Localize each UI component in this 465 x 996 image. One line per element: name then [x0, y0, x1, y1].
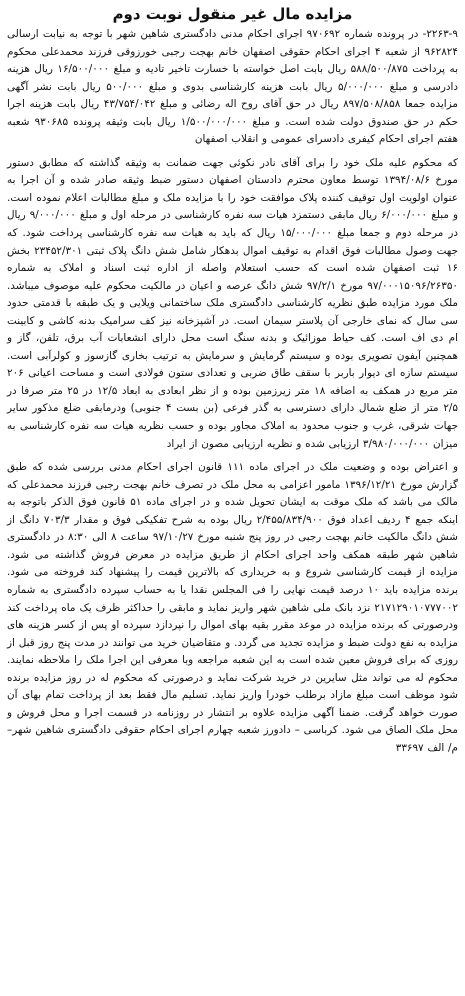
notice-title: مزایده مال غیر منقول نوبت دوم [112, 5, 353, 23]
notice-paragraph-1: ۲۲۶۳-۹- در پرونده شماره ۹۷۰۶۹۲ اجرای احکام مدنی دادگستری شاهین شهر با توجه به نیابت ارسالی ۹۶۲۸۲۴ از شعبه ۴ اجرای احکام حقوقی اصفهان خانم بهجت رجبی خورزوقی فرزند محمدعلی محکوم به پرداخت ۵۸۸/۵۰۰/۸۷۵ ریال بابت اصل خواسته با خسارت تاخیر تادیه و مبلغ ۱۶/۵۰۰/۰۰۰ ریال هزینه دادرسی و مبلغ ۵/۰۰۰/۰۰۰ ریال بابت هزینه کارشناسی بدوی و مبلغ ۵۰۰/۰۰۰ ریال بابت نشر آگهی مزایده جمعا ۸۹۷/۵۰۸/۸۵۸ ریال در حق آقای روح اله رضائی و مبلغ ۴۳/۷۵۴/۰۴۲ ریال بابت هزینه اجرا حکم در حق صندوق دولت شده است. و مبلغ ۱/۵۰۰/۰۰۰/۰۰۰ ریال بابت وثیقه پرونده ۹۳۰۶۸۵ شعبه هفتم اجرای احکام کیفری دادسرای عمومی و انقلاب اصفهان [7, 28, 459, 146]
notice-paragraph-2: که محکوم علیه ملک خود را برای آقای نادر نکوئی جهت ضمانت به وثیقه گذاشته که مطابق دستور مورخ ۱۳۹۴/۰۸/۶ توسط معاون محترم دادستان اصفهان دستور ضبط وثیقه صادر شده و آن اجرا به عنوان اولویت اول توقیف کننده پلاک موافقت خود را با مزایده ملک و مبلغ مطالبات اعلام نموده است. و مبلغ ۶/۰۰۰/۰۰۰ ریال مابقی دستمزد هیات سه نفره کارشناسی در مرحله اول و مبلغ ۹/۰۰۰/۰۰۰ ریال در مرحله دوم و جمعا مبلغ ۱۵/۰۰۰/۰۰۰ ریال که باید به هیات سه نفره کارشناسی پرداخت شود. که جهت وصول مطالبات فوق اقدام به توقیف اموال بدهکار شامل شش دانگ پلاک ثبتی ۲۳۴۵۲/۳۰۱ بخش ۱۶ ثبت اصفهان شده است که حسب استعلام واصله از اداره ثبت اسناد و املاک به شماره ۹۷/۰۰۰۱۵۰۹۶/۲۶۳۵۰ مورخ ۹۷/۲/۱ شش دانگ عرصه و اعیان در مالکیت محکوم علیه موصوف میباشد. ملک مورد مزایده طبق نظریه کارشناسی دادگستری ملک ساختمانی ویلایی و یک طبقه با قدمتی حدود سی سال که نمای خارجی آن پلاستر سیمان است. در آشپزخانه نیز کف سرامیک بدنه کاشی و کابینت ام دی اف است. کف حیاط موزائیک و بدنه سنگ است محل دارای انشعابات آب برق، تلفن، گاز و همچنین آیفون تصویری بوده و سیستم گرمایش و سرمایش به ترتیب بخاری گازسوز و کولرآبی است. سیستم سازه ای دیوار باربر با سقف طاق ضربی و تعدادی ستون فولادی است و مساحت اعیانی ۲۰۶ متر مربع در همکف به اضافه ۱۸ متر زیرزمین بوده و از نظر ابعادی به ابعاد ۱۲/۵ در ۲۵ متر صرفا در ۲/۵ متر از ضلع شمال دارای دسترسی به گذر فرعی (بن بست ۴ جنوبی) ودرمابقی ضلع مذکور سایر جهات شرقی، غرب و جنوب محدود به املاک مجاور بوده و حسب نظریه هیات سه نفره کارشناسی به میزان ۳/۹۸۰/۰۰۰/۰۰۰ ارزیابی شده و نظریه ارزیابی مصون از ایراد [7, 156, 459, 450]
notice-paragraph-3: و اعتراض بوده و وضعیت ملک در اجرای ماده ۱۱۱ قانون اجرای احکام مدنی بررسی شده که طبق گزارش مورخ ۱۳۹۶/۱۲/۲۱ مامور اعزامی به محل ملک در تصرف خانم بهجت رجبی فرزند محمدعلی که مالک می باشد که ملک موقت به ایشان تحویل شده و در اجرای ماده ۵۱ قانون فوق الذکر باتوجه به اینکه جمع ۴ ردیف اعداد فوق ۲/۴۵۵/۸۳۴/۹۰۰ ریال بوده به شرح تفکیکی فوق و مقدار ۷۰۳/۳ دانگ از شش دانگ مالکیت خانم بهجت رجبی در روز پنج شنبه مورخ ۹۷/۱۰/۲۷ ساعت ۸ الی ۸:۳۰ در دادگستری شاهین شهر طبقه همکف واحد اجرای احکام از طریق مزایده در معرض فروش گذاشته می شود. مزایده از قیمت کارشناسی شروع و به خریداری که بالاترین قیمت را پیشنهاد کند فروخته می شود. برنده مزایده باید ۱۰ درصد قیمت نهایی را فی المجلس نقدا یا به حساب سپرده دادگستری به شماره ۲۱۷۱۲۹۰۱۰۷۷۷۰۰۲ نزد بانک ملی شاهین شهر واریز نماید و مابقی را حداکثر ظرف یک ماه پرداخت کند ودرصورتی که برنده مزایده در موعد مقرر بقیه بهای اموال را نپردازد سپرده او پس از کسر هزینه های مزایده به نفع دولت ضبط و مزایده تجدید می گردد. و متقاضیان خرید می توانند در مدت پنج روز قبل از روزی که برای فروش معین شده است به این شعبه مراجعه وبا معرفی این اجرا ملک را ملاحظه نمایند. محکوم له می تواند مثل سایرین در خرید شرکت نماید و درصورتی که محکوم له در روز مزایده برنده شود موظف است مبلغ مازاد برطلب خودرا واریز نماید. تسلیم مال فقط بعد از پرداخت تمام بهای آن صورت خواهد گرفت. ضمنا آگهی مزایده علاوه بر انتشار در روزنامه در قسمت اجرا و محل فروش و محل ملک الصاق می شود. کرباسی – دادورز شعبه چهارم اجرای احکام حقوقی دادگستری شاهین شهر– م/ الف ۳۳۶۹۷ [7, 461, 458, 754]
